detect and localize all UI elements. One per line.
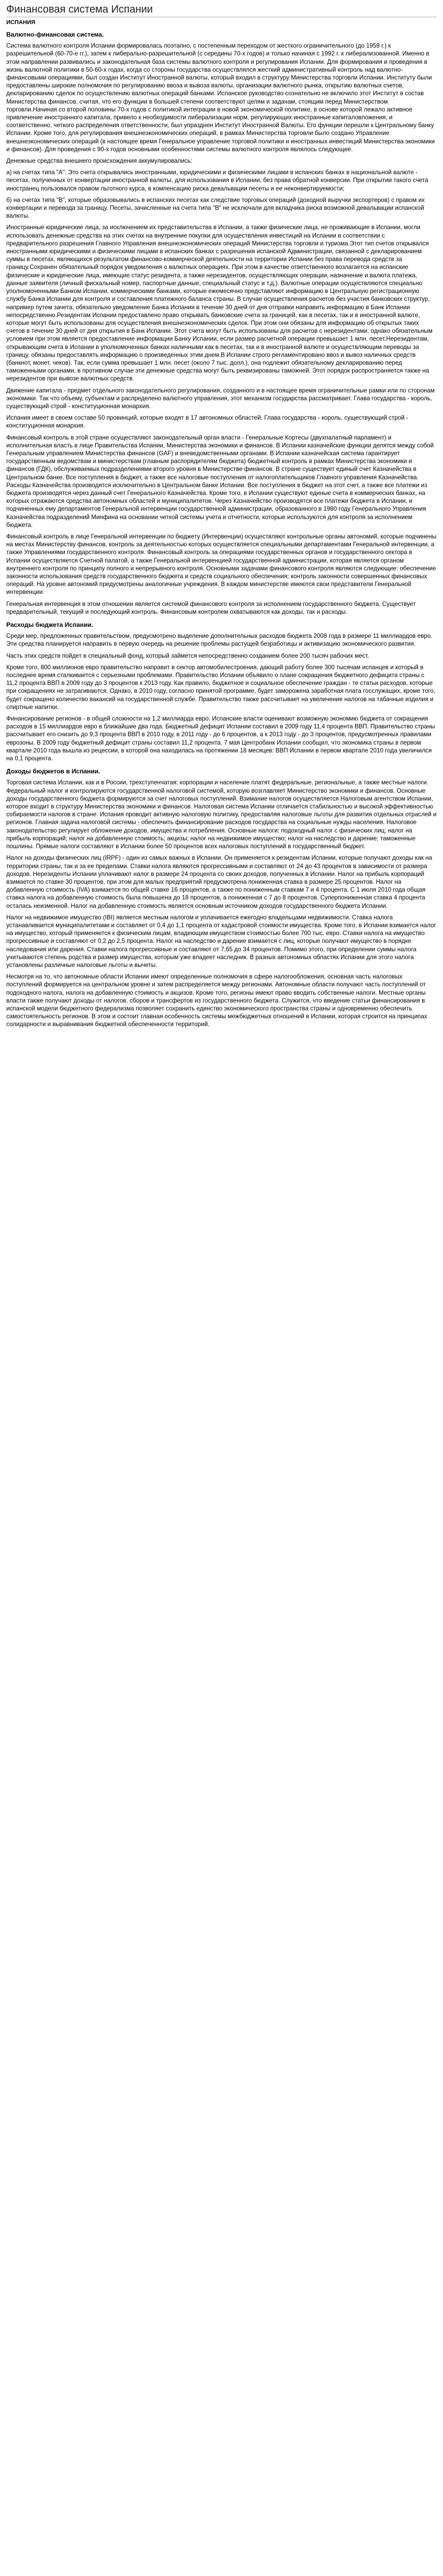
document-page	[0, 0, 443, 1038]
paragraph: Несмотря на то, что автономные области Испании имеют определенные полномочия в сфере налогообложения, основная часть налоговых поступлений формируется на центральном уровне и затем распределяется между регионами. Автономные области получают часть поступлений от подоходного налога, налога на добавленную стоимость и акцизов. Кроме того, регионы имеют право вводить собственные налоги. Местные органы власти также получают доходы от налогов, сборов и трансфертов из государственного бюджета. Служится, что введение статьи финансирования в испанской модели бюджетного федерализма позволяет сохранить единство экономического пространства страны и одновременно обеспечить самостоятельность регионов. В этом и состоит главная особенность системы межбюджетных отношений в Испании, которая строится на принципах солидарности и выравнивания бюджетной обеспеченности территорий.	[6, 973, 427, 1028]
paragraph: Среди мер, предложенных правительством, предусмотрено выделение дополнительных расходов бюджета 2008 года в размере 11 миллиардов евро. Эти средства планируется направить в первую очередь на решение проблемы растущей безработицы и активизацию экономического развития.	[6, 633, 433, 648]
paragraph: Торговая система Испании, как и в России, трехступенчатая: корпорации и население платят федеральные, региональные, а также местные налоги. Федеральный налог и контролируются государственной налоговой системой, которую возглавляет Министерство экономики и финансов. Основные доходы государственного бюджета формируются за счет налоговых поступлений. Взимание налогов осуществляется Налоговым агентством Испании, которое входит в структуру Министерства экономики и финансов. Налоговая система Испании отличается стабильностью и высокой эффективностью собираемости налогов в стране. Испания проводит активную налоговую политику, предоставляя налоговые льготы для развития отдельных отраслей и регионов. Главная задача налоговой системы - обеспечить финансирование расходов государства на социальные нужды населения. Налоговое законодательство регулирует обложение доходов, имущества и потребления. Основные налоги: подоходный налог с физических лиц; налог на прибыль корпораций; налог на добавленную стоимость; акцизы; налог на недвижимое имущество; налог на наследство и дарение; таможенные пошлины. Прямые налоги составляют в Испании более 50 процентов всех налоговых поступлений в государственный бюджет.	[6, 779, 437, 850]
paragraph: Испания имеет в своем составе 50 провинций, которые входят в 17 автономных областей. Глава государства - король, существующий строй - конституционная монархия.	[6, 414, 408, 430]
paragraph: Иностранные юридические лица, за исключением их представительства в Испании, а также физические лица, не проживающие в Испании, могли использовать денежные средства на этих счетах на внутренние покупки для осуществления инвестиций на Испании в соответствии с предварительного разрешения Главного Управления внешнеэкономических операций Министерства торговли и туризма.Этот тип счетов открывался иностранными юридическими и физическими лицами в испанских банках с разрешения испанской Администрации, связанной с декларированием суммы в песетах, являющихся результатом финансово-коммерческой деятельности на территории Испании без права перевода средств за границу.Сохранен обязательный порядок уведомления о валютных операциях. При этом в качестве ответственного возлагается на испанские физические и юридические лица, имеющие статус резидента, а также нерезидентов, осуществляющих операции, назначение и валюта платежа, данные заявителя (личный фискальный номер, паспортные данные, специальный статус и т.д.). Валютные операции осуществляются специально уполномоченными Банком Испании, коммерческими банками, которые ежемесячно представляют информацию в Центральную регистрационную службу Банка Испании для контроля и составления платежного баланса страны. В случае осуществления расчетов без участия банковских структур, например путем зачета, обязательно уведомление Банка Испании в течение 30 дней от дня отправки направить информацию в Банк Испании непосредственно.Резидентам Испании предоставлено право открывать банковские счета за границей, как в песетах, так и в иностранной валюте, которые могут быть использованы для осуществления внешнеэкономических сделок. При этом они обязаны для информацию об открытых таких счетов в течение 30 дней от дня открытия в Банк Испании. Этот счета могут быть использованы для расчетов с нерезидентами, однако обязательным условием при этом является предоставление информации Банку Испании, если размер расчетной операции превышает 1 млн. песет.Нерезидентам, открывающим счета в Испании в уполномоченных банках наличными как в песетах, так и в иностранной валюте и осуществляющим переводы за границу, обязаны предоставлять информацию о произведенных этим днем.В Испании строго регламентировано ввоз и вывоз наличных средств (банкнот, монет, чеков). Так, если сумма превышает 1 млн. песет (около 7 тыс. долл.), она подлежит обязательному декларированию перед таможенными органами, в противном случае эти денежные средства могут быть реквизированы таможней. Этот порядок распространяется также на нерезидентов при вывозе валютных средств.	[6, 224, 433, 383]
paragraph: Налог на доходы физических лиц (IRPF) - один из самых важных в Испании. Он применяется к резидентам Испании, которые получают доходы как на территории страны, так и за ее пределами. Ставки налога являются прогрессивными и составляют от 24 до 43 процентов в зависимости от размера доходов. Нерезиденты Испании уплачивают налог в размере 24 процента со своих доходов, полученных в Испании. Налог на прибыль корпораций взимается по ставке 30 процентов, при этом для малых предприятий предусмотрена пониженная ставка в размере 25 процентов. Налог на добавленную стоимость (IVA) взимается по общей ставке 16 процентов, а также по пониженным ставкам 7 и 4 процента. С 1 июля 2010 года общая ставка налога на добавленную стоимость была повышена до 18 процентов, а пониженная с 7 до 8 процентов. Суперпониженная ставка 4 процента осталась неизменной. Налог на добавленную стоимость является основным источником доходов государственного бюджета Испании.	[6, 854, 433, 909]
paragraph: а) на счетах типа "А". Это счета открывались иностранными, юридическими и физическими лицами в испанских банках в национальной валюте - песетах, полученных от конвертации иностранной валюты, для использования в Испании, без права обратной конверсии. При открытии такого счета иностранец пользовался правом льготного курса, в компенсацию риска девальвации песеты и ее неконвертируемости;	[6, 169, 428, 192]
paragraph: Финансовый контроль в этой стране осуществляют законодательный орган власти - Генеральные Кортесы (двухпалатный парламент) и исполнительная власть в лице Правительства Испании, Министерства экономики и финансов. В Испании казначейские функции делятся между собой Генеральным управлением Министерства финансов (GAF) и вневедомственными органами. В Испании казначейская система гарантирует государственным ведомствам и министерствам (главным распорядителям бюджета) бюджетный контроль в рамках Министерства экономики и финансов (ГДК), обслуживаемых подразделениями второго уровня в Министерстве финансов. В стране существует единый счет Казначейства в Центральном банке. Все поступления в бюджет, а также все налоговые поступления от налогоплательщиков Главного управления Казначейства. Расходы Казначейства производятся исключительно в Центральном банке Испании. Все поступления в бюджет на этот счет, а также все платежи из бюджета производятся через данный счет Генерального Казначейства. Кроме того, в Испании существуют единые счета в коммерческих банках, на которых отражаются средства автономных областей и муниципалитетов. Через Казначейство производятся все платежи бюджета в Испании, и подчиненных ему департаментов Генеральной интервенции государственной администрации, образованного в 1980 году Генерального Управления Казначейства подразделений Минфина на основании четкой системы учета и отчетности, которые используются для контроля за исполнением бюджета.	[6, 434, 434, 528]
paragraph: Кроме того, 800 миллионов евро правительство направит в сектор автомобилестроения, дающий работу более 300 тысячам испанцев и который в последнее время сталкивается с серьезными проблемами. Правительство Испании объявило о плане сокращения бюджетного дефицита страны с 11,2 процента ВВП в 2009 году до 3 процентов к 2013 году. Как правило, бюджетное и социальное обеспечение граждан - те статьи расходов, которые при сокращениях не затрагиваются. Однако, в 2010 году, согласно принятой программе, будет заморожена заработная плата госслужащих, кроме того, будет сокращено количество вакансий на государственной службе. Правительство также рассчитывает на увеличение налогов на табачные изделия и спиртные напитки.	[6, 663, 436, 711]
section-heading: Валютно-финансовая система.	[6, 31, 104, 38]
article-body	[6, 31, 437, 1029]
paragraph: Налог на недвижимое имущество (IBI) является местным налогом и уплачивается ежегодно владельцами недвижимости. Ставка налога устанавливается муниципалитетами и составляет от 0,4 до 1,1 процента от кадастровой стоимости имущества. Кроме того, в Испании взимается налог на имущество, который применяется к физическим лицам, владеющим имуществом стоимостью более 700 тыс. евро. Ставки налога на имущество прогрессивные и составляют от 0,2 до 2,5 процента. Налог на наследство и дарение взимается с лиц, которые получают имущество в порядке наследования или дарения. Ставки налога прогрессивные и составляют от 7,65 до 34 процентов. Помимо этого, при определении суммы налога учитываются степень родства и размер имущества, которым уже владеет наследник. В разных автономных областях Испании для этого налога установлены различные налоговые льготы и вычеты.	[6, 914, 436, 969]
paragraph: Денежные средства внешнего происхождения аккумулировались:	[6, 158, 192, 165]
paragraph: Система валютного контроля Испании формировалась поэтапно, с постепенным переходом от жесткого ограничительного (до 1959 г.) к разрешительной (60-70-е гг.), затем к либерально-разрешительной (с середины 70-х годов) и только начиная с 1992 г. к либерализованной. Именно в этом направлении развивались и законодательная база системы валютного контроля и регулирования Испании. Для формирования и проведения в жизнь валютной политики в 50-60-х годах, когда со стороны государства осуществлялся жесткий административный контроль над валютно-финансовыми операциями, был создан Институт Иностранной валюты, который входил в структуру Министерства торговли Испании. Институту были предоставлены широкие полномочия по регулированию ввоза и вывоза валюты, организации валютного рынка, открытию валютных счетов, декларированию сделок по осуществлению валютных операций банками. Испанское руководство сознательно не включило этот Институт в состав Министерства финансов, считая, что его функции в большей степени соответствуют целям и задачам, стоящим перед Министерством торговли.Начиная со второй половины 70-х годов с политикой интеграции в новой экономической политике, в основе которой лежало активное привлечение иностранного капитала, привело к необходимости либерализации норм, регулирующих иностранные капиталовложения, и соответственно, четкого распределения ответственности, был упразднен Институт Иностранной Валюты. Его функции перешли к Центральному банку Испании. Кроме того, для регулирования внешнеэкономических операций, в рамках Министерства торговли было создано Управление внешнеэкономических операций (в настоящее время Генеральное управление торговой политики и иностранных инвестиций Министерства экономики и финансов). Для проведения с 90-х годов основными особенностями системы валютного контроля являлось следующее.	[6, 42, 435, 153]
section-heading: Расходы бюджета Испании.	[6, 621, 94, 629]
paragraph: Финансовый контроль в лице Генеральной интервенции по бюджету (Интервенции) осуществляют контрольные органы автономий, которые подчинены на местах Министерству финансов, контроль за деятельностью которых осуществляется специальными департаментами Генеральной интервенции, а также Управлениями государственного контроля. Финансовый контроль за операциями государственных органов и государственного сектора в Испании осуществляется Счетной палатой, а также Генеральной интервенцией государственной администрации, которая является органом внутреннего контроля по принципу полного и непрерывного контроля. Основными задачами финансового контроля являются следующие: обеспечение законности использования средств государственного бюджета и средств социального обеспечения; контроль законности совершенных финансовых операций. На уровне автономий предусмотрены аналогичные учреждения. В каждом министерстве имеются свои представители Генеральной интервенции.	[6, 533, 437, 596]
paragraph: Финансирование регионов - в общей сложности на 1,2 миллиарда евро. Испанские власти оценивают возможную экономию бюджета от сокращения расходов в 15 миллиардов евро в ближайшие два года. Бюджетный дефицит Испании составил в 2009 году 11,4 процента ВВП. Правительство страны рассчитывает его снизить до 9,3 процента ВВП в 2010 году, в 2011 году - до 6 процентов, а к 2013 году - до 3 процентов, предусмотренных правилами еврозоны. В 2009 году бюджетный дефицит страны составил 11,2 процента. 7 мая Центробанк Испании сообщил, что экономика страны в первом квартале 2010 года вышла из рецессии, в которой она находилась на протяжении 18 месяцев: ВВП Испании в первом квартале 2010 года увеличился на 0,1 процента.	[6, 715, 435, 762]
paragraph: Генеральная интервенция в этом отношении является системой финансового контроля за исполнением государственного бюджета. Существует предварительный, текущий и последующий контроль. Финансовым контролем охватываются как доходы, так и расходы.	[6, 600, 416, 615]
page-title: Финансовая система Испании	[6, 1, 437, 17]
paragraph: б) на счетах типа "В", которые образовывались в испанских песетах как следствие торговых операций (доходной выручки экспортеров) с правом их конвертации и перевода за границу. Песеты, зачисленные на счета типа "В" не исключали для вкладчика риска возможной девальвации испанской валюты.	[6, 196, 425, 220]
section-heading: Доходы бюджетов в Испании.	[6, 768, 100, 775]
paragraph: Часть этих средств пойдет в специальный фонд, который займется непосредственно созданием более 200 тысяч рабочих мест.	[6, 652, 369, 659]
page-subtitle: ИСПАНИЯ	[6, 19, 36, 26]
paragraph: Движение капитала - предмет отдельного законодательного регулирования, созданного и в настоящее время ограничительные рамки или по сторонам экономики. Так что объему, субъектам и распределено валютного управления, этот механизм государства рассматривает. Глава государства - король, существующий строй - конституционная монархия.	[6, 387, 435, 410]
